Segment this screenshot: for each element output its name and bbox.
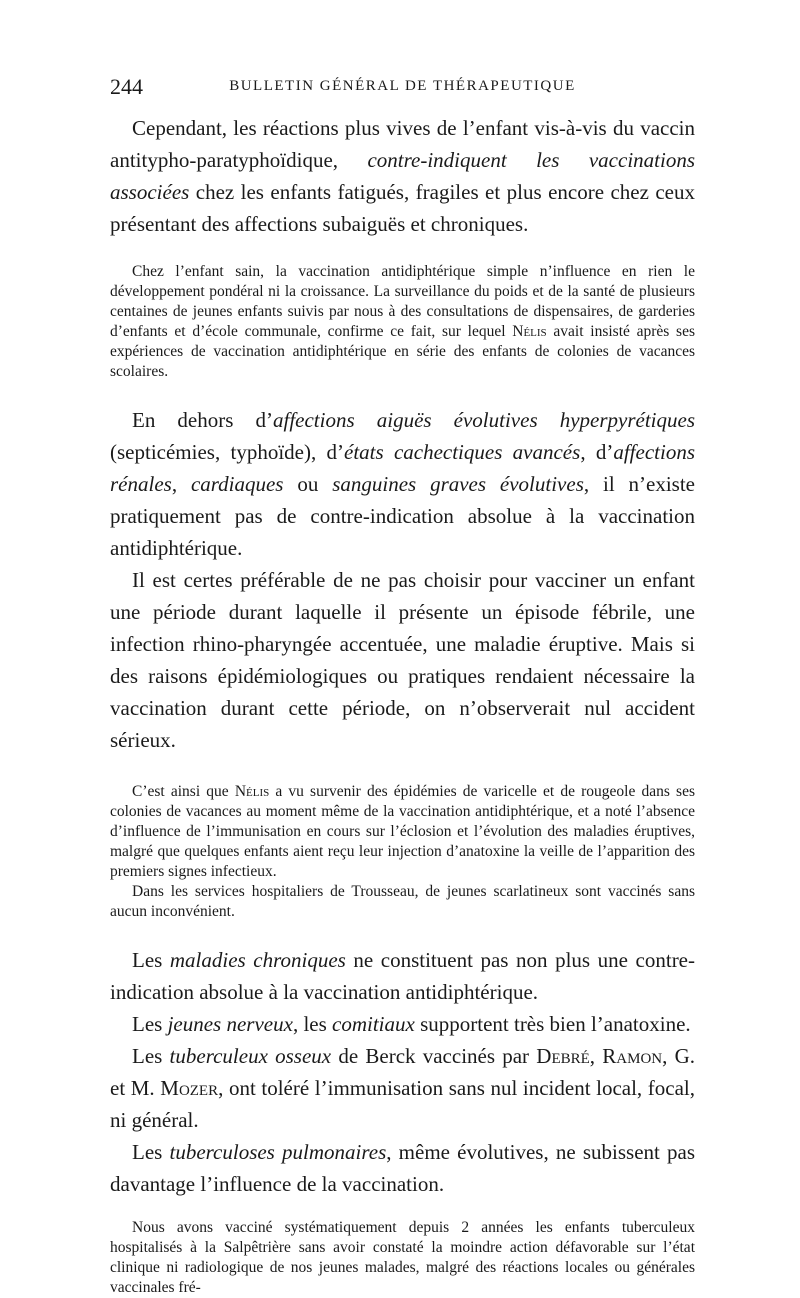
text-run: chez les enfants fatigués, fragiles et plus encore chez ceux présentant des affections subaiguës et chroniques. bbox=[110, 180, 695, 236]
text-run: C’est ainsi que bbox=[132, 783, 235, 800]
paragraph-p3 bbox=[110, 404, 695, 564]
text-run: Nous avons vacciné systématiquement depuis 2 années les enfants tuberculeux hospitalisés à la Salpêtrière sans avoir constaté la moindre action défavorable sur l’état clinique ni radiologique de nos jeunes malades, malgré des réactions locales ou générales vaccinales fré- bbox=[110, 1219, 695, 1296]
paragraph-p6 bbox=[110, 882, 695, 922]
text-run: a vu survenir des épidémies de varicelle et de rougeole dans ses colonies de vacances au moment même de la vaccination antidiphtérique, et a noté l’absence d’influence de l’immunisation en cours sur l’éclosion et l’évolution des maladies éruptives, malgré que quelques enfants aient reçu leur injection d’anatoxine la veille de l’apparition des premiers signes infectieux. bbox=[110, 783, 695, 880]
author-name: Mozer bbox=[160, 1076, 219, 1100]
text-run: , bbox=[171, 472, 191, 496]
text-run: Les bbox=[132, 1044, 170, 1068]
paragraph-p9 bbox=[110, 1040, 695, 1136]
text-run: supportent très bien l’anatoxine. bbox=[414, 1012, 691, 1036]
paragraph-p11 bbox=[110, 1218, 695, 1298]
italic-text: états cachectiques avancés bbox=[344, 440, 581, 464]
page-header bbox=[110, 68, 695, 104]
text-run: (septicémies, typhoïde), d’ bbox=[110, 440, 344, 464]
paragraph-p10 bbox=[110, 1136, 695, 1200]
paragraph-p5 bbox=[110, 782, 695, 882]
paragraph-p4 bbox=[110, 564, 695, 756]
text-run: , bbox=[589, 1044, 603, 1068]
italic-text: tuberculoses pulmonaires bbox=[169, 1140, 387, 1164]
paragraph-p7 bbox=[110, 944, 695, 1008]
text-run: avait insisté après ses expériences de vaccination antidiphtérique en série des enfants de colonies de vacances scolaires. bbox=[110, 323, 695, 380]
text-run: , les bbox=[292, 1012, 333, 1036]
italic-text: jeunes nerveux bbox=[167, 1012, 293, 1036]
text-run: , d’ bbox=[580, 440, 614, 464]
italic-text: affections rénales bbox=[110, 440, 695, 496]
text-run: En dehors d’ bbox=[132, 408, 273, 432]
author-name: Ramon bbox=[602, 1044, 663, 1068]
paragraph-p1 bbox=[110, 112, 695, 240]
paragraph-p8 bbox=[110, 1008, 695, 1040]
paragraph-p2 bbox=[110, 262, 695, 382]
text-run: Il est certes préférable de ne pas choisir pour vacciner un enfant une période durant laquelle il présente un épisode fébrile, une infection rhino-pharyngée accentuée, une maladie éruptive. Mais si des raisons épidémiologiques ou pratiques rendaient nécessaire la vaccination durant cette période, on n’observerait nul accident sérieux. bbox=[110, 568, 695, 752]
italic-text: contre-indiquent les vaccinations associées bbox=[110, 148, 695, 204]
italic-text: cardiaques bbox=[190, 472, 284, 496]
text-run: de Berck vaccinés par bbox=[331, 1044, 537, 1068]
text-run: , même évolutives, ne subissent pas davantage l’influence de la vaccination. bbox=[110, 1140, 696, 1196]
text-run: Cependant, les réactions plus vives de l’enfant vis-à-vis du vaccin antitypho-paratyphoïdique, bbox=[110, 116, 695, 172]
italic-text: tuberculeux osseux bbox=[169, 1044, 332, 1068]
italic-text: maladies chroniques bbox=[169, 948, 346, 972]
text-run: Les bbox=[132, 1012, 168, 1036]
italic-text: comitiaux bbox=[332, 1012, 415, 1036]
text-run: ne constituent pas non plus une contre-indication absolue à la vaccination antidiphtérique. bbox=[110, 948, 695, 1004]
page-number: 244 bbox=[110, 74, 143, 99]
author-name: Nélis bbox=[234, 783, 270, 800]
text-run: , ont toléré l’immunisation sans nul incident local, focal, ni général. bbox=[110, 1076, 695, 1132]
italic-text: affections aiguës évolutives hyperpyrétiques bbox=[273, 408, 696, 432]
body-text bbox=[110, 112, 695, 1298]
author-name: Nélis bbox=[512, 323, 547, 340]
author-name: Debré bbox=[536, 1044, 590, 1068]
text-run: , G. et M. bbox=[110, 1044, 695, 1100]
italic-text: sanguines graves évolutives bbox=[332, 472, 584, 496]
text-run: Les bbox=[132, 1140, 170, 1164]
text-run: Dans les services hospitaliers de Trousseau, de jeunes scarlatineux sont vaccinés sans aucun inconvénient. bbox=[110, 883, 695, 920]
text-run: ou bbox=[283, 472, 333, 496]
text-run: , il n’existe pratiquement pas de contre-indication absolue à la vaccination antidiphtérique. bbox=[110, 472, 695, 560]
text-run: Chez l’enfant sain, la vaccination antidiphtérique simple n’influence en rien le développement pondéral ni la croissance. La surveillance du poids et de la santé de plusieurs centaines de jeunes enfants suivis par nous à des consultations de dispensaires, de garderies d’enfants et d’école communale, confirme ce fait, sur lequel bbox=[110, 263, 695, 340]
running-title: BULLETIN GÉNÉRAL DE THÉRAPEUTIQUE bbox=[229, 78, 576, 94]
text-run: Les bbox=[132, 948, 170, 972]
